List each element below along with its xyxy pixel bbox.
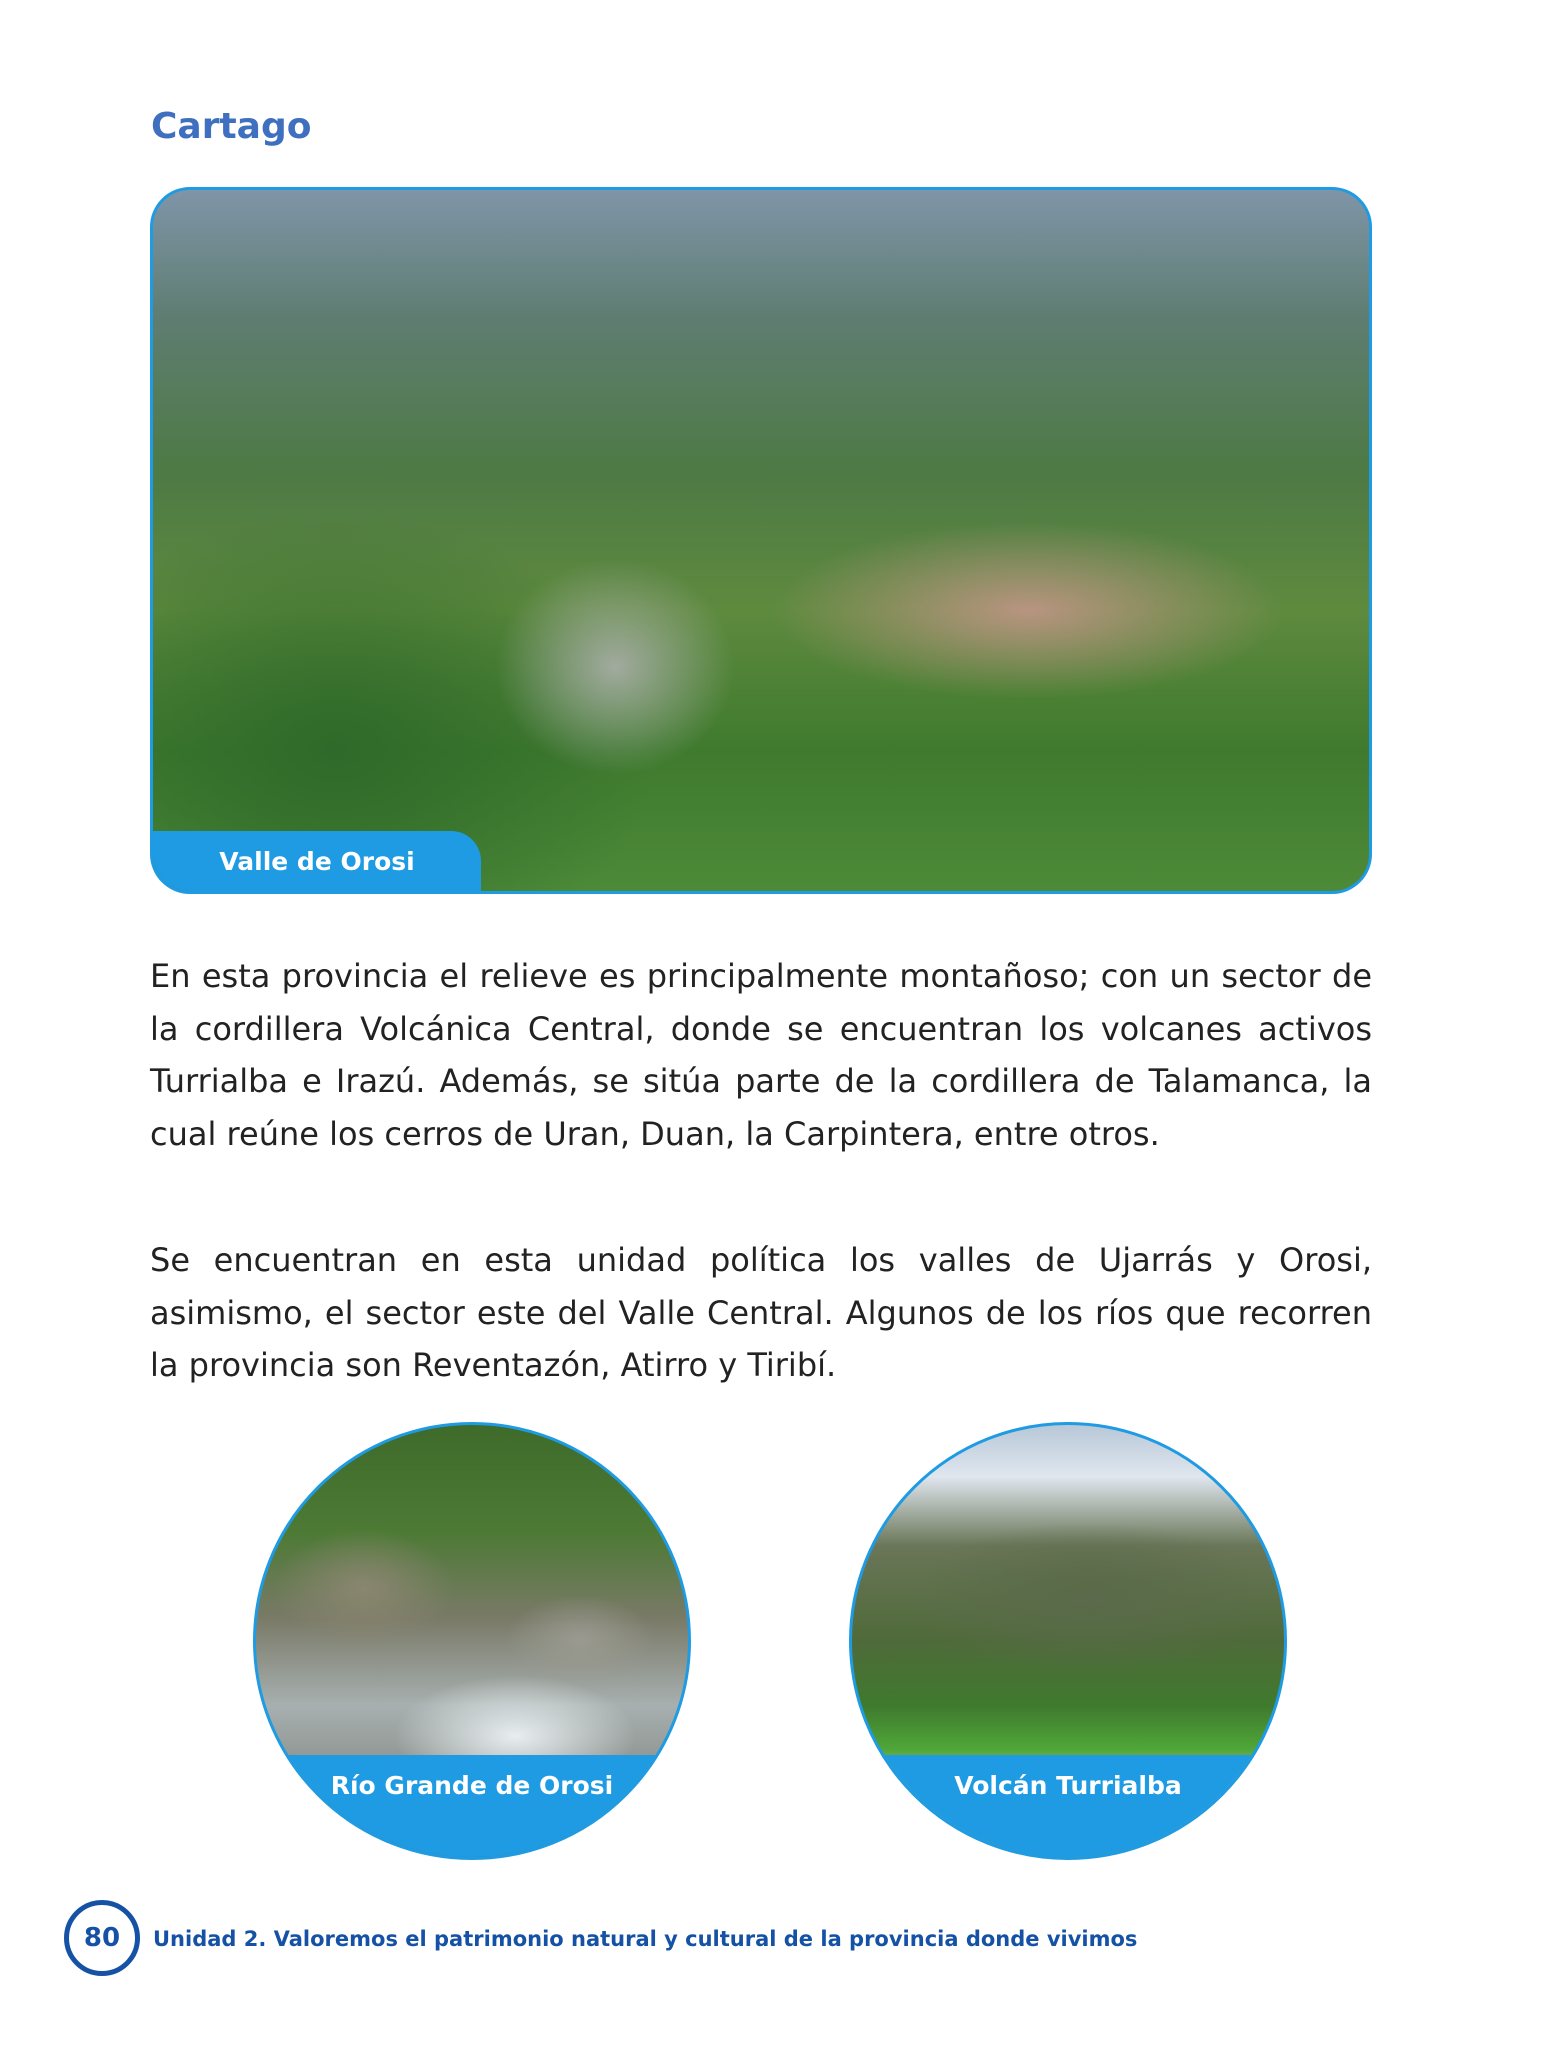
photo-caption: Volcán Turrialba bbox=[852, 1755, 1284, 1857]
valle-de-orosi-photo bbox=[150, 187, 1372, 894]
photo-caption: Río Grande de Orosi bbox=[256, 1755, 688, 1857]
section-title: Cartago bbox=[151, 106, 312, 147]
rio-grande-photo bbox=[253, 1422, 691, 1860]
paragraph-valleys-rivers: Se encuentran en esta unidad política los valles de Ujarrás y Orosi, asimismo, el sector este del Valle Central. Algunos de los ríos que recorren la provincia son Reventazón, Atirro y Tiribí. bbox=[150, 1241, 1372, 1384]
page-number: 80 bbox=[64, 1900, 140, 1976]
photo-caption: Valle de Orosi bbox=[153, 831, 481, 891]
unit-footer: Unidad 2. Valoremos el patrimonio natural y cultural de la provincia donde vivimos bbox=[153, 1927, 1138, 1951]
paragraph-relief: En esta provincia el relieve es principalmente montañoso; con un sector de la cordillera Volcánica Central, donde se encuentran los volcanes activos Turrialba e Irazú. Además, se sitúa parte de la cordillera de Talamanca, la cual reúne los cerros de Uran, Duan, la Carpintera, entre otros. bbox=[150, 957, 1372, 1153]
volcan-turrialba-photo bbox=[849, 1422, 1287, 1860]
